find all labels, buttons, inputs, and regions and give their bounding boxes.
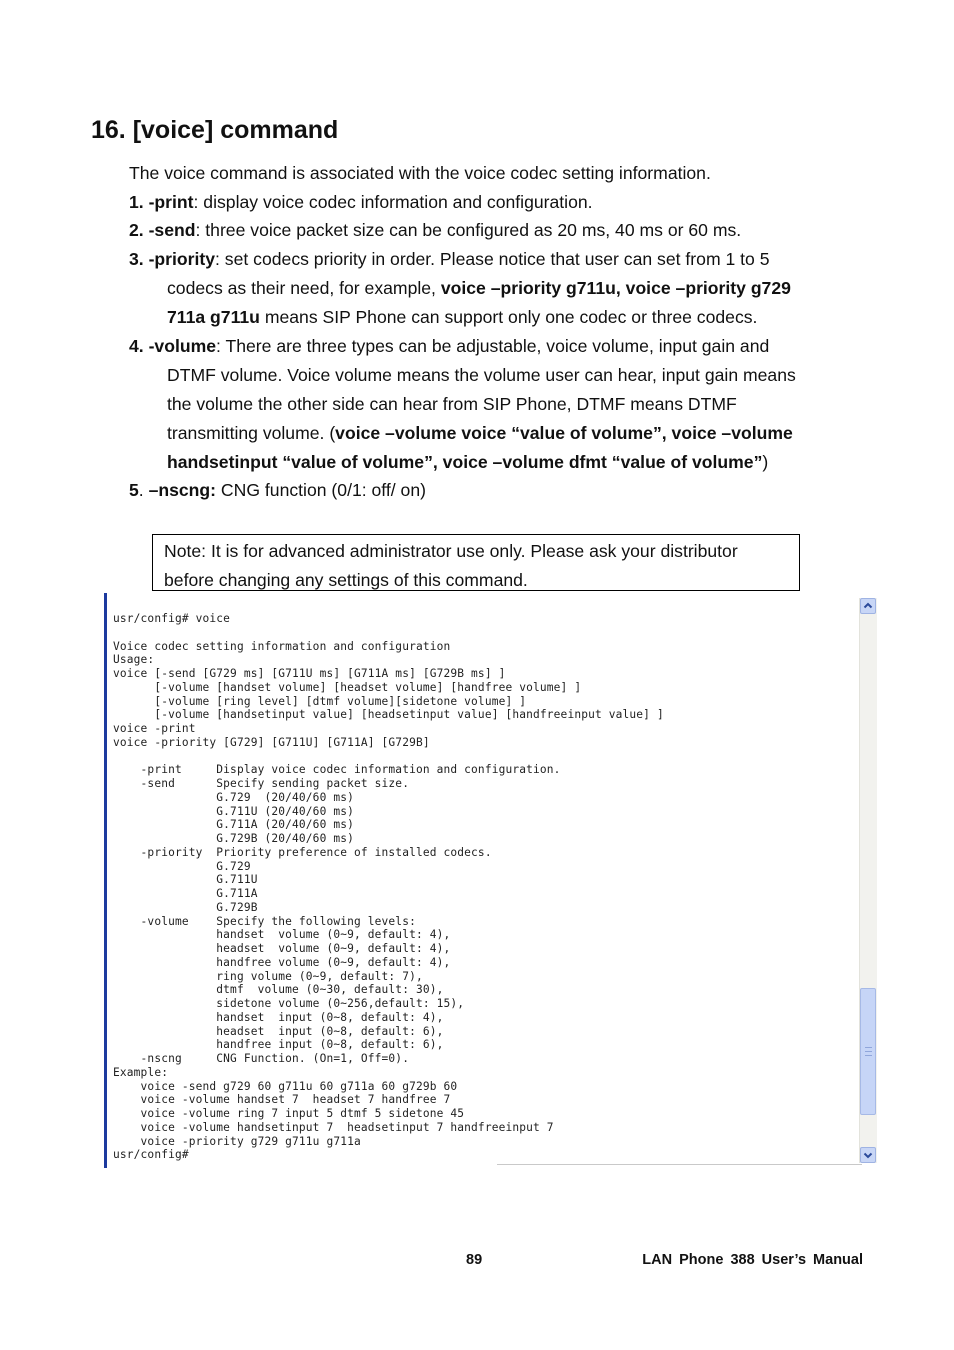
- command-name: -send: [148, 220, 196, 240]
- list-item-print: [129, 188, 593, 217]
- terminal-output: usr/config# voice Voice codec setting information and configuration Usage: voice [-send [G729 ms] [G711U ms] [G711A ms] [G729B ms] ] [-volume [handset volume] [headset volume] [handfree volume] ] [-volume [ring level] [dtmf volume][sidetone volume] ] [-volume [handsetinput value] [headsetinput value] [handfreeinput value] ] voice -print voice -priority [G729] [G711U] [G711A] [G729B] -print Display voice codec information and configuration. -send Specify sending packet size. G.729 (20/40/60 ms) G.711U (20/40/60 ms) G.711A (20/40/60 ms) G.729B (20/40/60 ms) -priority Priority preference of installed codecs. G.729 G.711U G.711A G.729B -volume Specify the following levels: handset volume (0~9, default: 4), headset volume (0~9, default: 4), handfree volume (0~9, default: 4), ring volume (0~9, default: 7), dtmf volume (0~30, default: 30), sidetone volume (0~256,default: 15), handset input (0~8, default: 4), headset input (0~8, default: 6), handfree input (0~8, default: 6), -nscng CNG Function. (On=1, Off=0). Example: voice -send g729 60 g711u 60 g711a 60 g729b 60 voice -volume handset 7 headset 7 handfree 7 voice -volume ring 7 input 5 dtmf 5 sidetone 45 voice -volume handsetinput 7 headsetinput 7 handfreeinput 7 voice -priority g729 g711u g711a usr/config#: [113, 612, 664, 1162]
- item-description: : There are three types can be adjustable, voice volume, input gain and: [216, 336, 770, 356]
- item-separator: .: [138, 480, 149, 500]
- item-description: ): [762, 452, 769, 472]
- note-line: Note: It is for advanced administrator use only. Please ask your distributor: [164, 541, 738, 561]
- chevron-down-icon: [861, 1148, 875, 1162]
- vertical-scrollbar[interactable]: [859, 598, 877, 1163]
- list-item-priority: [129, 245, 791, 332]
- item-number: 4.: [129, 336, 149, 356]
- item-description: the volume the other side can hear from SIP Phone, DTMF means DTMF: [167, 394, 737, 414]
- example-command: handsetinput “value of volume”, voice –volume dfmt “value of volume”: [167, 452, 763, 472]
- terminal-window[interactable]: [104, 593, 877, 1168]
- item-description: DTMF volume. Voice volume means the volume user can hear, input gain means: [167, 365, 796, 385]
- item-description: : display voice codec information and configuration.: [193, 192, 593, 212]
- list-item-send: [129, 216, 741, 245]
- manual-title: LAN Phone 388 User’s Manual: [642, 1252, 863, 1268]
- example-command: 711a g711u: [167, 307, 260, 327]
- status-divider: [497, 1164, 862, 1168]
- grip-icon: [865, 1047, 872, 1056]
- note-line: before changing any settings of this command.: [164, 570, 528, 590]
- page-number: 89: [466, 1252, 483, 1268]
- note-box: [152, 534, 800, 591]
- item-description: : three voice packet size can be configured as 20 ms, 40 ms or 60 ms.: [195, 220, 742, 240]
- command-name: -volume: [148, 336, 217, 356]
- item-description: codecs as their need, for example,: [167, 278, 441, 298]
- list-item-volume: [129, 332, 796, 477]
- item-number: 3.: [129, 249, 149, 269]
- item-description: CNG function (0/1: off/ on): [216, 480, 426, 500]
- page-heading: 16. [voice] command: [91, 116, 339, 144]
- example-command: voice –priority g711u, voice –priority g729: [440, 278, 791, 298]
- chevron-up-icon: [861, 599, 875, 613]
- scroll-down-button[interactable]: [860, 1147, 876, 1163]
- scroll-thumb[interactable]: [860, 988, 876, 1115]
- command-name: -print: [148, 192, 194, 212]
- scroll-up-button[interactable]: [860, 598, 876, 614]
- intro-paragraph: The voice command is associated with the voice codec setting information.: [129, 163, 711, 183]
- item-description: : set codecs priority in order. Please notice that user can set from 1 to 5: [215, 249, 770, 269]
- item-number: 1.: [129, 192, 149, 212]
- item-description: means SIP Phone can support only one codec or three codecs.: [259, 307, 758, 327]
- item-description: transmitting volume. (: [167, 423, 336, 443]
- list-item-nscng: [129, 476, 426, 505]
- command-name: –nscng:: [148, 480, 217, 500]
- command-name: -priority: [148, 249, 216, 269]
- item-number: 2.: [129, 220, 149, 240]
- example-command: voice –volume voice “value of volume”, voice –volume: [335, 423, 793, 443]
- item-number: 5: [129, 480, 139, 500]
